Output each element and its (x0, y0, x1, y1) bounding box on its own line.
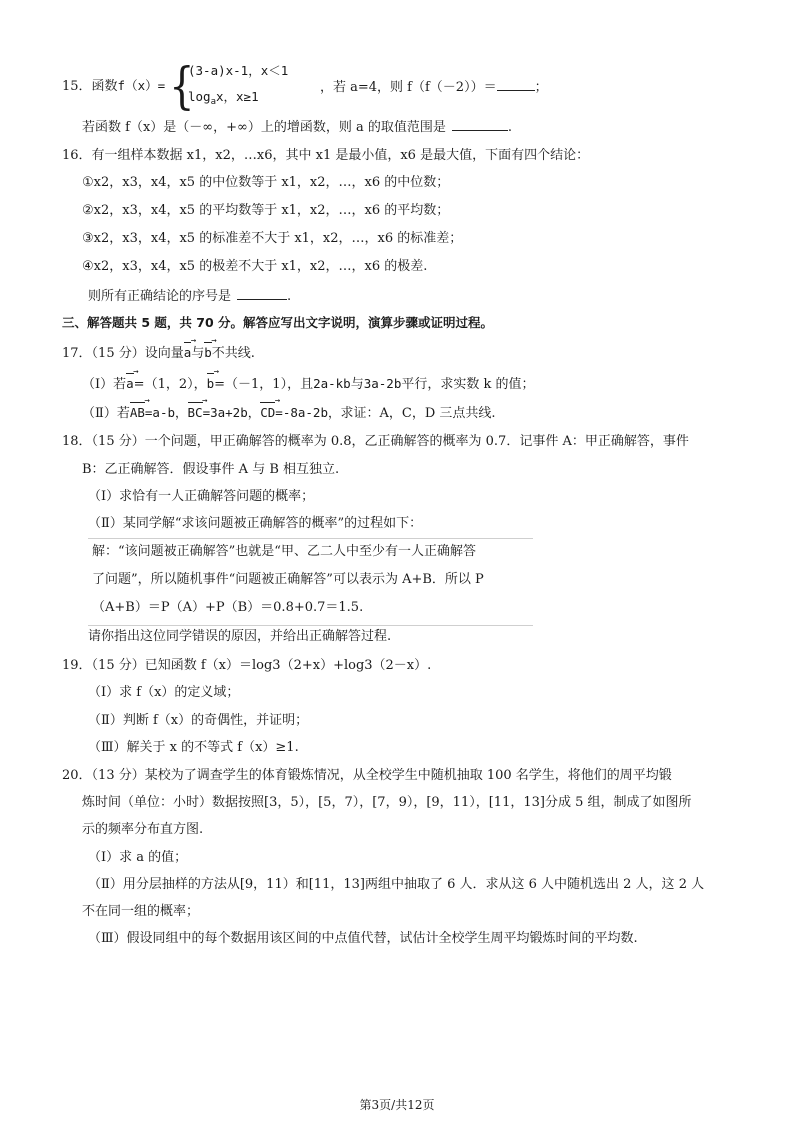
q18-line8: 请你指出这位同学错误的原因，并给出正确解答过程. (88, 629, 392, 644)
vector-b: b → (204, 343, 212, 363)
q17-line1-mid: 与 (191, 346, 205, 361)
vector-b: b → (207, 374, 215, 394)
section-heading: 三、解答题共 5 题，共 70 分。解答应写出文字说明，演算步骤或证明过程。 (62, 315, 494, 330)
vector-ab: AB → (130, 403, 145, 423)
q18-line7: （A+B）＝P（A）+P（B）＝0.8+0.7＝1.5. (92, 600, 364, 615)
q15-after (320, 76, 548, 98)
q17-line2-pre: （Ⅰ）若 (82, 377, 127, 392)
q20-line2: 炼时间（单位：小时）数据按照[3，5），[5，7），[7，9），[9，11），[11，13]分成 5 组，制成了如图所 (82, 795, 692, 810)
q20-line5: （Ⅱ）用分层抽样的方法从[9，11）和[11，13]两组中抽取了 6 人．求从这 6 人中随机选出 2 人，这 2 人 (88, 877, 705, 892)
q17-line2-mid: 与 (350, 377, 364, 392)
q20-line3: 示的频率分布直方图. (82, 822, 204, 837)
q15-case2 (188, 86, 259, 113)
q19-line1: 19．（15 分）已知函数 f（x）＝log3（2+x）+log3（2－x）. (62, 658, 432, 673)
q17-line1-pre: 17．（15 分）设向量 (62, 346, 184, 361)
q17-line3-pre: （Ⅱ）若 (82, 406, 130, 421)
q16-line6 (88, 285, 291, 307)
q17-line1 (62, 343, 255, 364)
q20-line4: （Ⅰ）求 a 的值； (88, 850, 188, 865)
q20-line7: （Ⅲ）假设同组中的每个数据用该区间的中点值代替，试估计全校学生周平均锻炼时间的平均数. (88, 931, 638, 946)
q18-line4: （Ⅱ）某同学解“求该问题被正确解答的概率”的过程如下： (88, 516, 423, 531)
page-footer: 第3页/共12页 (359, 1098, 435, 1112)
q15-fname: f（x）= (117, 78, 166, 93)
q20-line1: 20．（13 分）某校为了调查学生的体育锻炼情况，从全校学生中随机抽取 100 名学生，将他们的周平均锻 (62, 768, 672, 783)
q16-line1: 16．有一组样本数据 x1，x2，…x6，其中 x1 是最小值，x6 是最大值，下面有四个结论： (62, 148, 590, 163)
q15-after-end: ； (534, 80, 548, 95)
q15-piecewise (62, 58, 782, 114)
divider (88, 538, 533, 539)
q18-line5: 解：“该问题被正确解答”也就是“甲、乙二人中至少有一人正确解答 (92, 544, 476, 559)
q15-case2-rest: x，x≥1 (216, 89, 259, 104)
q17-line3-post: 求证：A，C，D 三点共线. (340, 406, 496, 421)
q18-line1: 18．（15 分）一个问题，甲正确解答的概率为 0.8，乙正确解答的概率为 0.7．记事件 A：甲正确解答，事件 (62, 434, 689, 449)
q17-line2-a-val: =（1，2）， (133, 377, 207, 392)
q16-line6-end: . (287, 289, 292, 304)
q15-case1: (3-a)x-1，x＜1 (188, 63, 289, 78)
q17-line2-b-val: =（－1，1），且 (214, 377, 314, 392)
q15-line2 (82, 116, 512, 138)
q18-line6: 了问题”，所以随机事件“问题被正确解答”可以表示为 A+B．所以 P (92, 572, 484, 587)
vector-bc: BC → (188, 403, 203, 423)
q17-expr1: 2a-kb (313, 376, 351, 391)
q16-line5: ④x2，x3，x4，x5 的极差不大于 x1，x2，…，x6 的极差. (82, 259, 428, 274)
q15-after-text: ，若 a=4，则 f（f（－2））＝ (320, 80, 497, 95)
q16-line3: ②x2，x3，x4，x5 的平均数等于 x1，x2，…，x6 的平均数； (82, 203, 450, 218)
q18-line3: （Ⅰ）求恰有一人正确解答问题的概率； (88, 489, 315, 504)
q19-line3: （Ⅱ）判断 f（x）的奇偶性，并证明； (88, 713, 309, 728)
q20-line6: 不在同一组的概率； (82, 904, 200, 919)
vector-a: a → (126, 374, 134, 394)
q17-bc-val: =3a+2b， (202, 405, 261, 420)
q15-line2-text: 若函数 f（x）是（－∞，+∞）上的增函数，则 a 的取值范围是 (82, 120, 446, 135)
q19-line2: （Ⅰ）求 f（x）的定义域； (88, 685, 240, 700)
q17-line1-post: 不共线. (211, 346, 255, 361)
q17-line2-post: 平行，求实数 k 的值； (401, 377, 535, 392)
q17-expr2: 3a-2b (363, 376, 402, 391)
answer-blank[interactable] (237, 285, 287, 300)
q15-case2-base: a (210, 97, 216, 107)
q15-label (62, 76, 165, 97)
q19-line4: （Ⅲ）解关于 x 的不等式 f（x）≥1. (88, 740, 299, 755)
q16-line6-text: 则所有正确结论的序号是 (88, 289, 232, 304)
q18-line2: B：乙正确解答．假设事件 A 与 B 相互独立. (82, 462, 340, 477)
q16-line4: ③x2，x3，x4，x5 的标准差不大于 x1，x2，…，x6 的标准差； (82, 231, 463, 246)
q15-line2-end: . (507, 120, 512, 135)
divider (88, 625, 533, 626)
q15-case2-log: log (188, 89, 211, 104)
q15-label-text: 15．函数 (62, 79, 118, 94)
vector-cd: CD → (260, 403, 275, 423)
vector-a: a → (184, 343, 192, 363)
q17-cd-val: =-8a-2b， (275, 405, 341, 420)
q17-line3 (82, 403, 496, 424)
brace-icon: { (169, 57, 195, 115)
answer-blank[interactable] (452, 116, 508, 131)
q17-ab-val: =a-b， (144, 405, 188, 420)
q16-line2: ①x2，x3，x4，x5 的中位数等于 x1，x2，…，x6 的中位数； (82, 175, 450, 190)
answer-blank[interactable] (497, 76, 535, 91)
